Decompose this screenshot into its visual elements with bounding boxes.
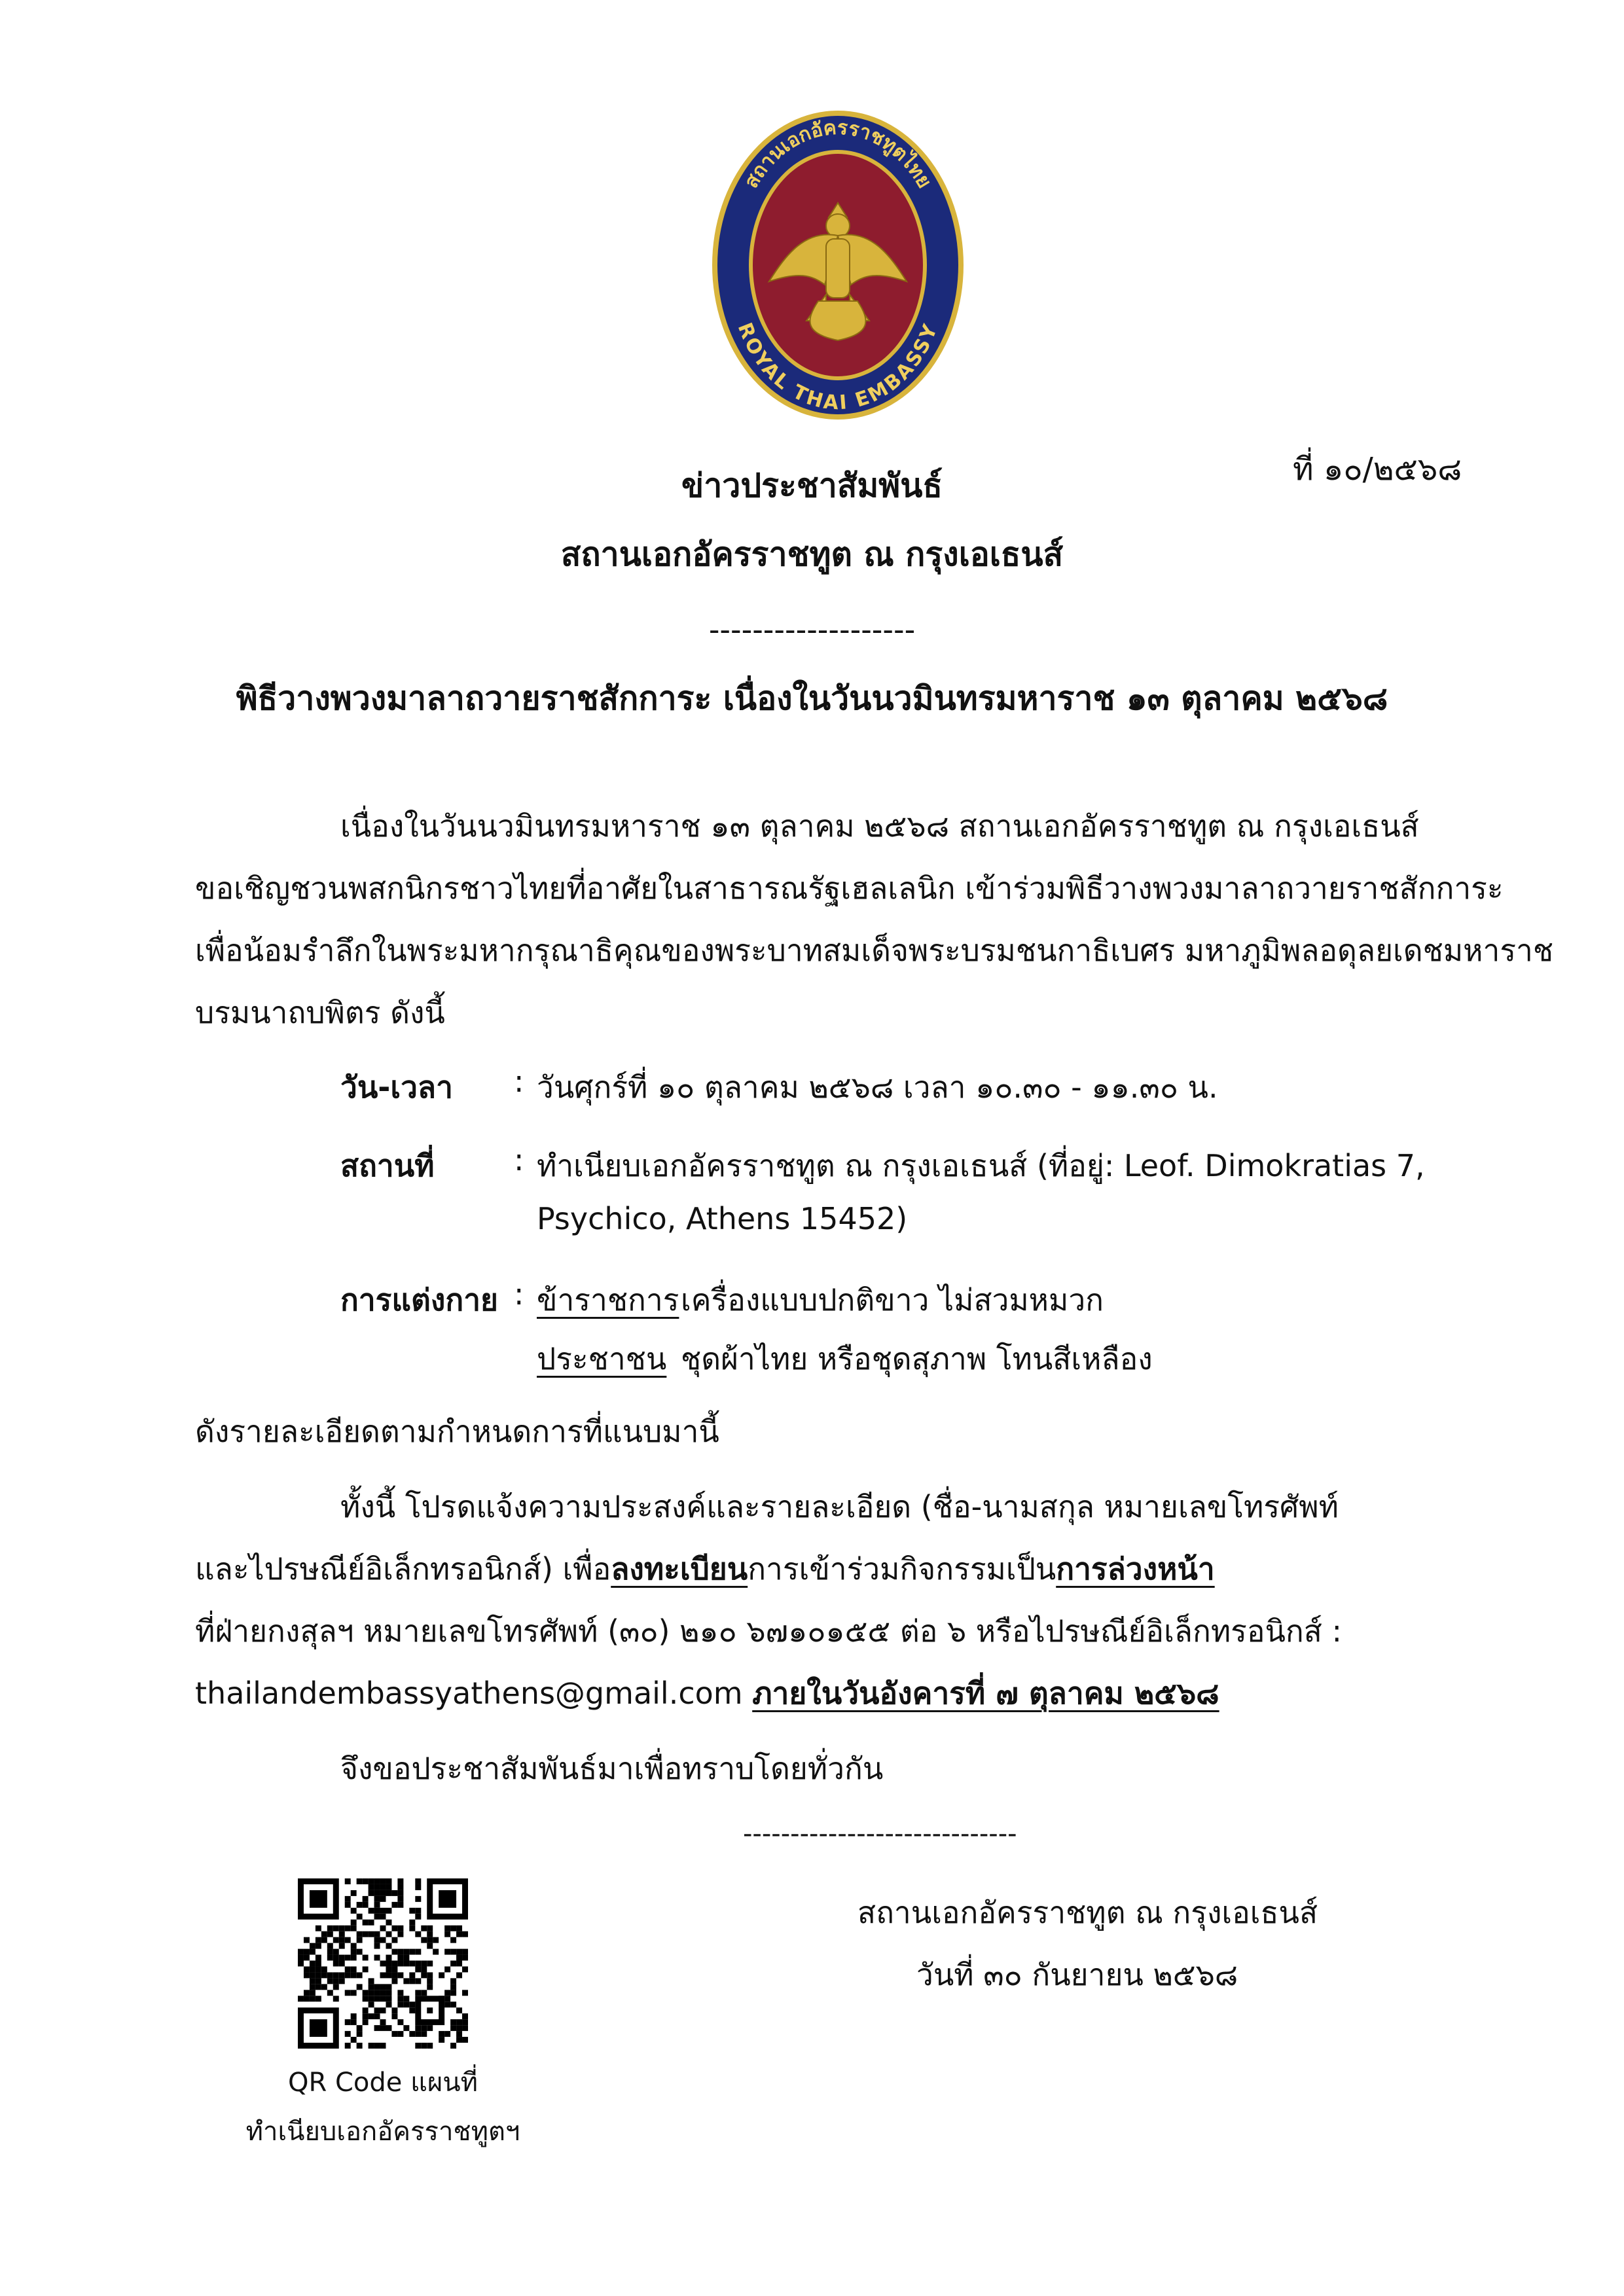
- registration-line-2: [195, 1548, 1215, 1590]
- closing-statement: จึงขอประชาสัมพันธ์มาเพื่อทราบโดยทั่วกัน: [340, 1751, 884, 1786]
- intro-line-2: ขอเชิญชวนพสกนิกรชาวไทยที่อาศัยในสาธารณรัฐเฮลเลนิก เข้าร่วมพิธีวางพวงมาลาถวายราชสักการะ: [195, 870, 1504, 906]
- organization-name: สถานเอกอัครราชทูต ณ กรุงเอเธนส์: [560, 535, 1064, 573]
- qr-caption-line-1: QR Code แผนที่: [287, 2068, 478, 2098]
- dress-colon: :: [514, 1276, 524, 1312]
- venue-colon: :: [514, 1142, 524, 1177]
- emblem-ring-text: [707, 105, 969, 425]
- dress-civil-value: เครื่องแบบปกติขาว ไม่สวมหมวก: [681, 1282, 1104, 1318]
- datetime-colon: :: [514, 1064, 524, 1099]
- signature-date: วันที่ ๓๐ กันยายน ๒๕๖๘: [916, 1957, 1238, 1992]
- registration-deadline: ภายในวันอังคารที่ ๗ ตุลาคม ๒๕๖๘: [752, 1676, 1219, 1711]
- qr-caption-line-2: ทำเนียบเอกอัครราชทูตฯ: [245, 2117, 520, 2147]
- registration-line-3: ที่ฝ่ายกงสุลฯ หมายเลขโทรศัพท์ (๓๐) ๒๑๐ ๖๗๑๐๑๕๕ ต่อ ๖ หรือไปรษณีย์อิเล็กทรอนิกส์ :: [195, 1613, 1342, 1649]
- contact-email[interactable]: thailandembassyathens@gmail.com: [195, 1676, 743, 1711]
- venue-line-2: Psychico, Athens 15452): [537, 1201, 908, 1236]
- registration-emphasis-register: ลงทะเบียน: [611, 1551, 748, 1587]
- registration-text-a: และไปรษณีย์อิเล็กทรอนิกส์) เพื่อ: [195, 1551, 611, 1587]
- svg-text:ROYAL THAI EMBASSY: ROYAL THAI EMBASSY: [732, 319, 943, 415]
- subject-heading: พิธีวางพวงมาลาถวายราชสักการะ เนื่องในวันนวมินทรมหาราช ๑๓ ตุลาคม ๒๕๖๘: [236, 679, 1388, 717]
- reference-number: ที่ ๑๐/๒๕๖๘: [1293, 451, 1462, 488]
- intro-line-3: เพื่อน้อมรำลึกในพระมหากรุณาธิคุณของพระบาทสมเด็จพระบรมชนกาธิเบศร มหาภูมิพลอดุลยเดชมหาราช: [195, 933, 1554, 968]
- venue-label: สถานที่: [340, 1148, 435, 1183]
- dress-civil-label: ข้าราชการ: [537, 1282, 679, 1318]
- datetime-value: วันศุกร์ที่ ๑๐ ตุลาคม ๒๕๖๘ เวลา ๑๐.๓๐ - ๑๑.๓๐ น.: [537, 1069, 1218, 1105]
- intro-line-1: เนื่องในวันนวมินทรมหาราช ๑๓ ตุลาคม ๒๕๖๘ สถานเอกอัครราชทูต ณ กรุงเอเธนส์: [340, 808, 1419, 844]
- venue-line-1: ทำเนียบเอกอัครราชทูต ณ กรุงเอเธนส์ (ที่อยู่: Leof. Dimokratias 7,: [537, 1148, 1425, 1183]
- dress-public-value: ชุดผ้าไทย หรือชุดสุภาพ โทนสีเหลือง: [681, 1341, 1153, 1376]
- document-title: ข่าวประชาสัมพันธ์: [681, 467, 943, 505]
- registration-text-c: การเข้าร่วมกิจกรรมเป็น: [748, 1551, 1056, 1587]
- signature-org: สถานเอกอัครราชทูต ณ กรุงเอเธนส์: [857, 1895, 1318, 1930]
- schedule-note: ดังรายละเอียดตามกำหนดการที่แนบมานี้: [195, 1414, 719, 1449]
- dress-label: การแต่งกาย: [340, 1282, 499, 1318]
- intro-line-4: บรมนาถบพิตร ดังนี้: [195, 995, 445, 1030]
- datetime-label: วัน-เวลา: [340, 1069, 453, 1105]
- registration-line-4: [195, 1672, 1219, 1714]
- dress-public-label: ประชาชน: [537, 1341, 667, 1376]
- header-divider: -------------------: [708, 612, 916, 647]
- registration-line-1: ทั้งนี้ โปรดแจ้งความประสงค์และรายละเอียด (ชื่อ-นามสกุล หมายเลขโทรศัพท์: [340, 1489, 1339, 1524]
- signature-divider: -----------------------------: [743, 1819, 1017, 1849]
- registration-emphasis-advance: การล่วงหน้า: [1056, 1551, 1215, 1587]
- svg-text:สถานเอกอัครราชทูตไทย: สถานเอกอัครราชทูตไทย: [740, 116, 936, 192]
- map-qr-code[interactable]: [298, 1878, 468, 2049]
